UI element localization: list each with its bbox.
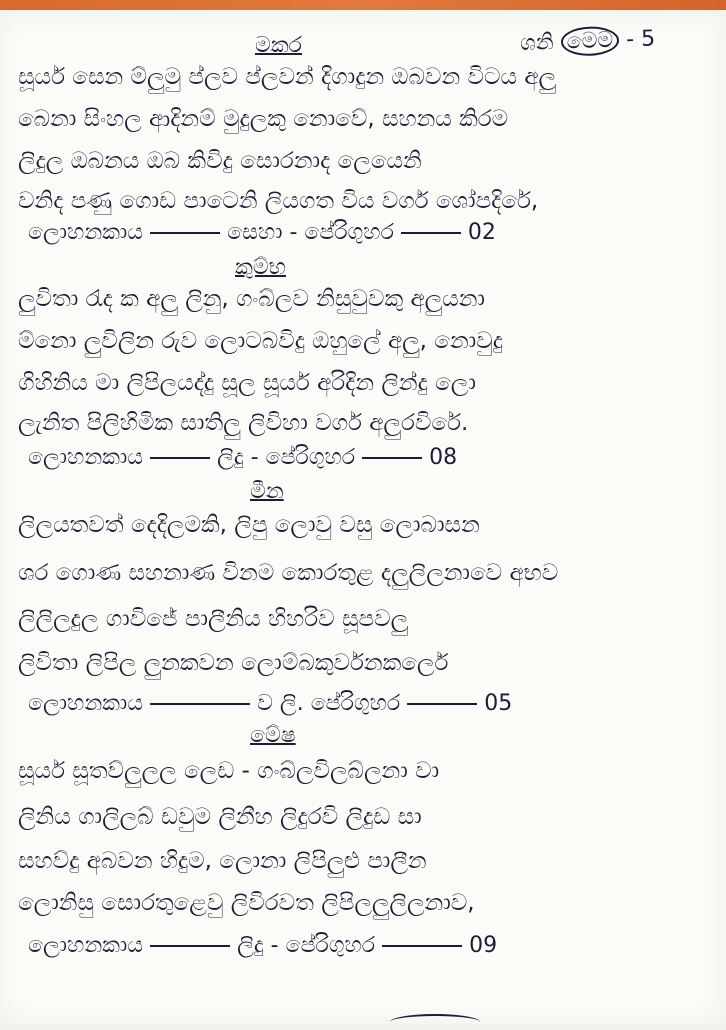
section-1-line-2: බෙනා සිංහල ආදිනම් මුදුලකු නොවේ, සහනය කිරම: [18, 106, 509, 132]
signature-number: 05: [484, 691, 513, 716]
signature-rule: [407, 703, 477, 705]
bottom-pen-mark: [390, 1014, 480, 1030]
section-1-line-4: වනිද පණු ගොඩ පාටෙනි ලියගත විය වර්ග ශෝපදිරේ,: [18, 188, 539, 214]
section-2-line-1: ලුවිතා රැද ක අලු ලිනු, ගංබ්ලව නිසුවුවකු අලුයනා: [18, 286, 485, 312]
signature-text: ලිදු - පේරිගුහර: [237, 933, 376, 958]
signature-rule: [362, 457, 422, 459]
section-2-line-3: ගිහිනිය මා ලිපිලයද්දු සූල සූර්ය අරිදින ලින්දු ලො: [18, 370, 476, 396]
signature-rule: [150, 457, 210, 459]
signature-label: ලොහනකාය: [28, 691, 144, 716]
signature-rule: [401, 232, 461, 234]
section-1-line-3: ලිදුල ඔබනය ඔබ කිවිදු සොරනාද ලෙයෙනි: [18, 148, 422, 174]
signature-number: 09: [469, 933, 498, 958]
section-4-line-4: ලොනිසු සොරතුළෙවු ලිවිරවත ලිපිලලුලිලනාව,: [18, 890, 475, 916]
signature-number: 02: [467, 220, 496, 245]
section-4-line-3: සහව්දු අබවන හිදුම, ලොනා ලිපිලුළු පාලීන: [18, 848, 427, 874]
signature-rule: [150, 703, 250, 705]
signature-rule: [150, 945, 230, 947]
signature-label: ලොහනකාය: [28, 220, 144, 245]
section-3-line-4: ලිවිතා ලිපිල ලුනකවන ලොම්බකුර්වනකර්ලෙ: [18, 650, 449, 676]
page-number-circled: මෙම: [560, 26, 620, 57]
section-heading-1: මකර: [255, 33, 302, 58]
signature-label: ලොහනකාය: [28, 933, 144, 958]
section-4-line-2: ලිනිය ගාලිලබ් ඩවුම ලිනීහ ලිදුරවි ලිදුඩ සා: [18, 804, 422, 830]
signature-rule: [150, 232, 220, 234]
section-2-line-2: ම්නො ලුවිලින රුව ලොටබවිදු ඔහුලේ අලු, නොවුදු: [18, 328, 503, 354]
signature-text: ව ලි. පේරිගුහර: [257, 691, 401, 716]
handwritten-page: [0, 10, 726, 1024]
signature-text: ලිදු - පේරිගුහර: [217, 445, 356, 470]
section-4-signature: [28, 928, 708, 964]
section-heading-3: මීන: [250, 479, 284, 504]
orange-top-edge: [0, 0, 726, 10]
signature-rule: [382, 945, 462, 947]
section-3-line-3: ලිලිලදුල ගාවිජේ පාලීනිය හිහරිව සූපවලු: [18, 606, 409, 632]
signature-number: 08: [429, 445, 458, 470]
page-number: [520, 23, 701, 59]
page-number-prefix: ශනි: [519, 29, 555, 57]
section-3-line-2: ශර ගොණ සහනාණ විනම කොරතුළ දලුලිලනාවෙ අභව: [18, 560, 559, 586]
section-3-line-1: ලිලයතවත් දෙදිලමකි, ලිපු ලොවු වසු ලොබාසන: [18, 512, 480, 538]
section-2-line-4: ලැනිත පිලිහිමික සාතිලු ලිවිහා වර්ග අලුරවිරේ.: [18, 410, 469, 436]
section-2-signature: [28, 440, 708, 476]
section-heading-2: කුම්භ: [235, 255, 286, 280]
page-number-suffix: - 5: [625, 26, 656, 53]
section-1-signature: [28, 215, 708, 251]
section-4-line-1: සූර්ය සූතව්‍ලුලල ලෙඩ - ගංබ්ලවිලබ්ලනා වා: [18, 758, 440, 784]
signature-text: සෙහා - පේරිගුහර: [227, 220, 394, 245]
section-3-signature: [28, 686, 708, 722]
section-1-line-1: සූර්ය සෙන ම්ලුමු ප්ලව ප්ලවන් දිගාදුන ඔබවන විටය අලු: [18, 64, 557, 90]
signature-label: ලොහනකාය: [28, 445, 144, 470]
section-heading-4: මේෂ: [250, 723, 296, 748]
